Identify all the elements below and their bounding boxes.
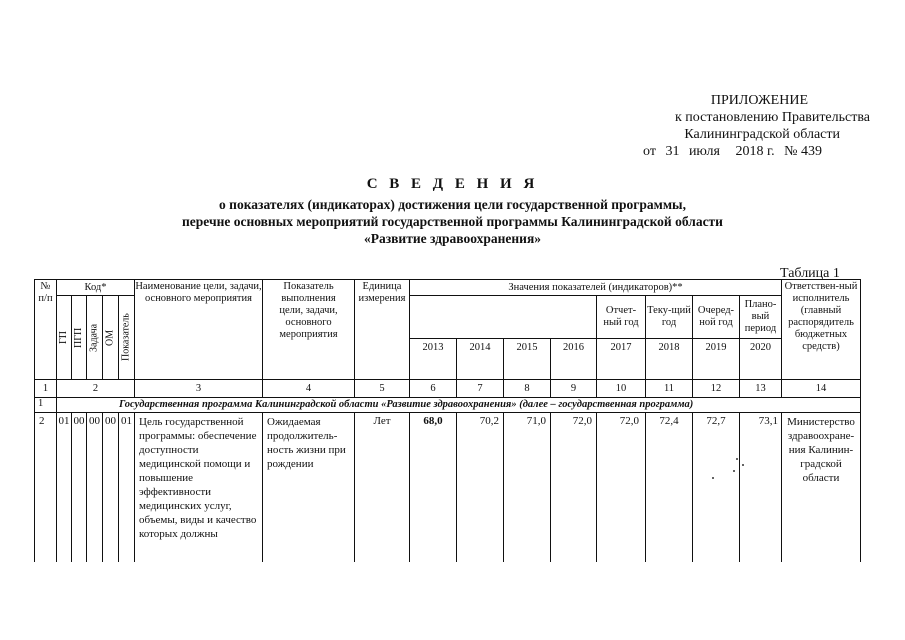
header-year-2015: 2015 [503, 338, 551, 380]
resolution-number: № 439 [784, 144, 822, 159]
colnum-7: 7 [456, 379, 504, 398]
colnum-5: 5 [354, 379, 410, 398]
colnum-1: 1 [34, 379, 57, 398]
colnum-14: 14 [781, 379, 861, 398]
header-values-past-blank [409, 295, 597, 339]
header-code-gp: ГП [56, 295, 72, 380]
appendix-line-resolution: к постановлению Правительства [674, 110, 870, 125]
colnum-8: 8 [503, 379, 551, 398]
header-plan-period: Плано-вый период [739, 295, 782, 339]
date-month: июля [688, 144, 720, 159]
row2-responsible: Министерство здравоохране-ния Калинин-градской области [781, 412, 861, 562]
colnum-10: 10 [596, 379, 646, 398]
appendix-date-line [600, 143, 870, 160]
row2-value-2015: 71,0 [503, 412, 551, 562]
header-code: Код* [56, 279, 135, 296]
row2-goal-name: Цель государственной программы: обеспечение доступности медицинской помощи и повышение эффективности медицинских услуг, объемы, виды и качество которых должны [134, 412, 263, 562]
date-day: 31 [665, 144, 680, 159]
scan-speck [742, 464, 744, 466]
header-year-2014: 2014 [456, 338, 504, 380]
document-subtitle [0, 196, 905, 247]
row2-code-task: 00 [86, 412, 103, 562]
colnum-9: 9 [550, 379, 597, 398]
header-year-2018: 2018 [645, 338, 693, 380]
header-code-indicator: Показатель [118, 295, 135, 380]
row2-value-2017: 72,0 [596, 412, 646, 562]
header-values: Значения показателей (индикаторов)** [409, 279, 782, 296]
row2-value-2018: 72,4 [645, 412, 693, 562]
row2-code-indicator: 01 [118, 412, 135, 562]
header-indicator: Показатель выполнения цели, задачи, основного мероприятия [262, 279, 355, 380]
header-current-year: Теку-щий год [645, 295, 693, 339]
date-year: 2018 г. [735, 144, 775, 159]
subtitle-line-3: «Развитие здравоохранения» [363, 231, 542, 246]
appendix-line-region: Калининградской области [684, 127, 840, 142]
program-row-text: Государственная программа Калининградской области «Развитие здравоохранения» (далее – государственная программа) [56, 397, 861, 413]
header-num: № п/п [34, 279, 57, 380]
header-year-2017: 2017 [596, 338, 646, 380]
row2-code-gp: 01 [56, 412, 72, 562]
header-year-2019: 2019 [692, 338, 740, 380]
row2-value-2013: 68,0 [409, 412, 457, 562]
row2-unit: Лет [354, 412, 410, 562]
document-title: С В Е Д Е Н И Я [366, 176, 539, 192]
colnum-2: 2 [56, 379, 135, 398]
colnum-13: 13 [739, 379, 782, 398]
colnum-4: 4 [262, 379, 355, 398]
subtitle-line-2: перечне основных мероприятий государственной программы Калининградской области [182, 214, 723, 229]
row2-code-om: 00 [102, 412, 119, 562]
header-year-2016: 2016 [550, 338, 597, 380]
header-name: Наименование цели, задачи, основного мероприятия [134, 279, 263, 380]
table-label: Таблица 1 [780, 266, 840, 281]
colnum-3: 3 [134, 379, 263, 398]
scan-speck [712, 477, 714, 479]
row2-value-2019: 72,7 [692, 412, 740, 562]
colnum-12: 12 [692, 379, 740, 398]
appendix-title: ПРИЛОЖЕНИЕ [710, 93, 808, 108]
appendix-block [600, 92, 870, 160]
header-year-2013: 2013 [409, 338, 457, 380]
row2-value-2020: 73,1 [739, 412, 782, 562]
row2-value-2016: 72,0 [550, 412, 597, 562]
header-unit: Единица измерения [354, 279, 410, 380]
row2-indicator: Ожидаемая продолжитель-ность жизни при рождении [262, 412, 355, 562]
header-report-year: Отчет-ный год [596, 295, 646, 339]
program-row-num: 1 [34, 397, 57, 413]
header-responsible: Ответствен-ный исполнитель (главный распорядитель бюджетных средств) [781, 279, 861, 380]
row2-code-pgp: 00 [71, 412, 87, 562]
header-next-year: Очеред-ной год [692, 295, 740, 339]
colnum-11: 11 [645, 379, 693, 398]
row2-num: 2 [34, 412, 57, 562]
date-prefix: от [643, 144, 656, 159]
header-code-om: ОМ [102, 295, 119, 380]
scan-speck [733, 470, 735, 472]
header-code-pgp: ПГП [71, 295, 87, 380]
header-year-2020: 2020 [739, 338, 782, 380]
scan-speck [736, 458, 738, 460]
subtitle-line-1: о показателях (индикаторах) достижения цели государственной программы, [219, 197, 686, 212]
header-code-task: Задача [86, 295, 103, 380]
colnum-6: 6 [409, 379, 457, 398]
row2-value-2014: 70,2 [456, 412, 504, 562]
